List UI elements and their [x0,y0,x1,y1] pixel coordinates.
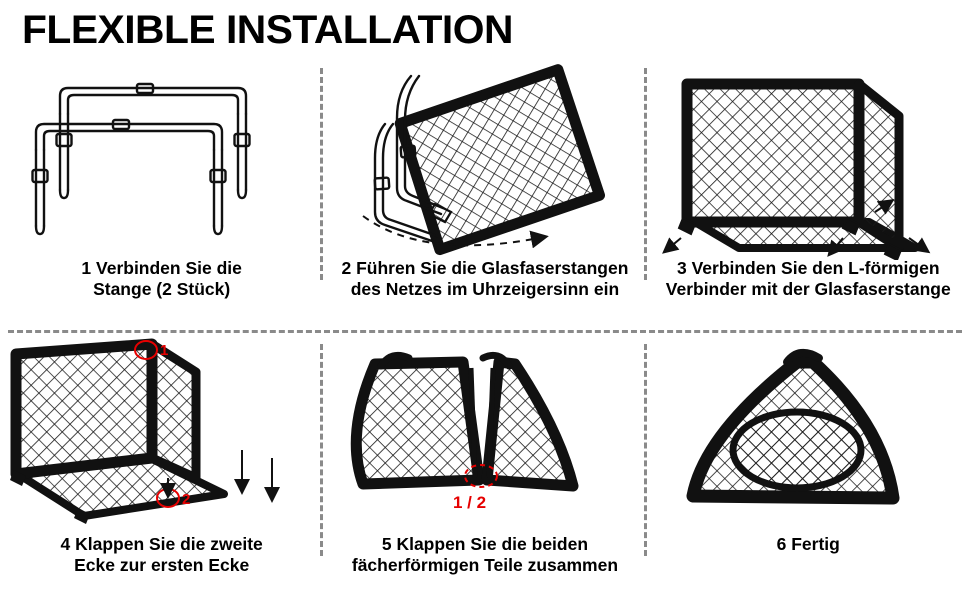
step-card-2 [323,62,646,324]
step-card-4 [0,338,323,600]
step-4-caption-line1: 4 Klappen Sie die zweite [60,534,263,554]
step-3-caption [653,258,964,300]
steps-grid [0,62,970,600]
step-5-caption-line2: fächerförmigen Teile zusammen [351,555,619,575]
step-4-illustration [0,338,323,536]
step-5-caption [329,534,640,576]
step-3-caption-line1: 3 Verbinden Sie den L-förmigen [676,258,940,278]
step-3-illustration [647,62,970,260]
step-1-caption-line2: Stange (2 Stück) [93,279,231,299]
step-card-6 [647,338,970,600]
step-4-caption [6,534,317,576]
step-6-caption-line1: 6 Fertig [776,534,840,554]
step-5-caption-line1: 5 Klappen Sie die beiden [381,534,589,554]
step-4-caption-line2: Ecke zur ersten Ecke [74,555,250,575]
step-1-illustration [0,62,323,260]
step-5-illustration [323,338,646,536]
step-6-illustration [647,338,970,536]
svg-text:2: 2 [182,491,191,508]
step-3-caption-line2: Verbinder mit der Glasfaserstange [665,279,951,299]
svg-text:1 / 2: 1 / 2 [453,493,487,512]
steps-row-1 [0,62,970,324]
step-2-caption-line1: 2 Führen Sie die Glasfaserstangen [341,258,629,278]
page-title: FLEXIBLE INSTALLATION [22,8,513,52]
step-6-caption [653,534,964,555]
svg-text:1: 1 [160,342,169,359]
step-card-5 [323,338,646,600]
step-card-1 [0,62,323,324]
step-1-caption-line1: 1 Verbinden Sie die [81,258,242,278]
step-1-caption [6,258,317,300]
step-2-illustration [323,62,646,260]
step-card-3 [647,62,970,324]
steps-row-2 [0,338,970,600]
step-2-caption [329,258,640,300]
row-divider [0,324,970,338]
step-2-caption-line2: des Netzes im Uhrzeigersinn ein [350,279,620,299]
